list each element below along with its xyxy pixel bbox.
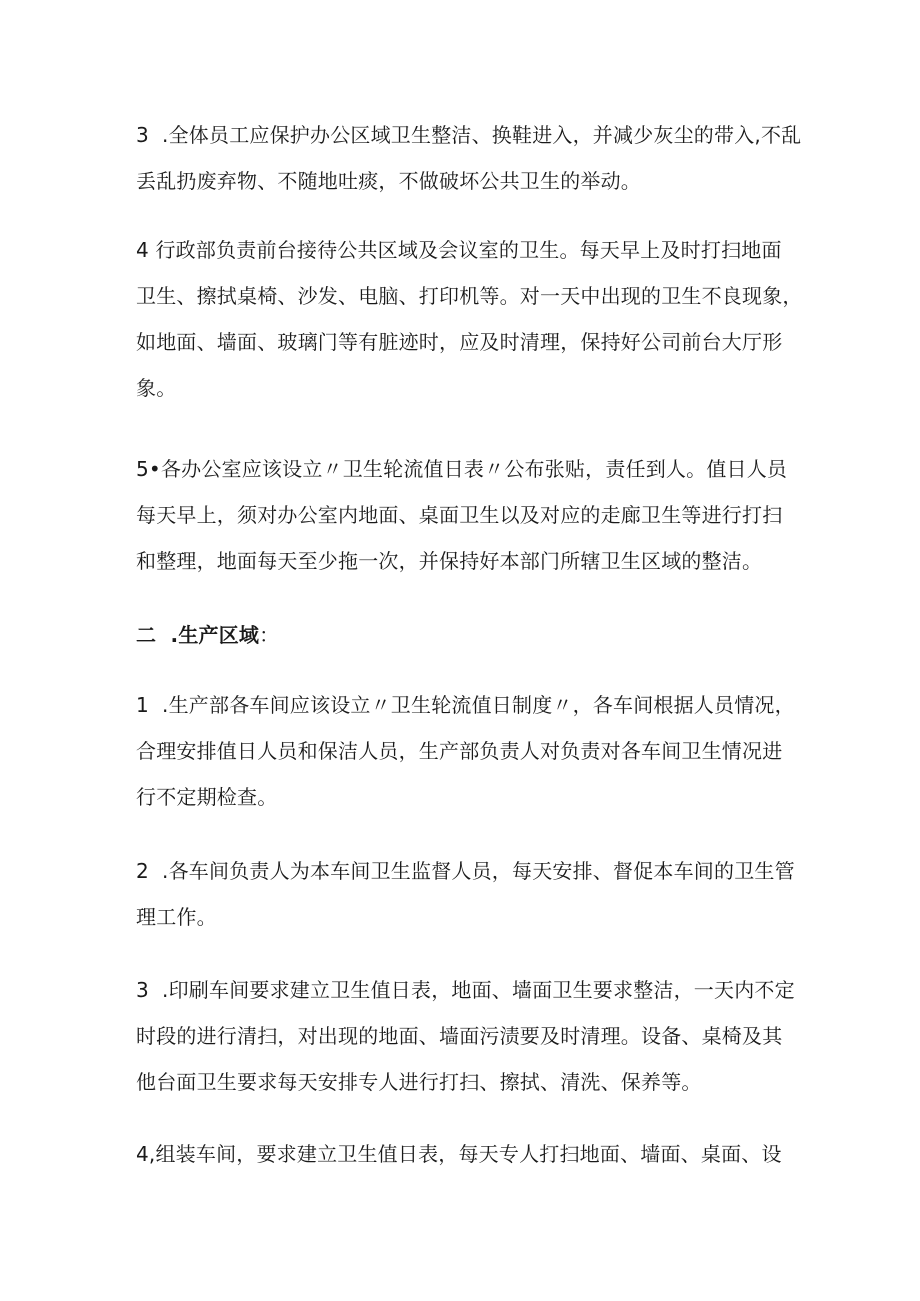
paragraph-line: 1 .生产部各车间应该设立〃卫生轮流值日制度〃，各车间根据人员情况， bbox=[136, 693, 795, 717]
paragraph-line: 理工作。 bbox=[136, 905, 217, 929]
paragraph-line: 卫生、擦拭桌椅、沙发、电脑、打印机等。对一天中出现的卫生不良现象， bbox=[136, 284, 803, 308]
paragraph-line: 时段的进行清扫，对出现的地面、墙面污渍要及时清理。设备、桌椅及其 bbox=[136, 1024, 783, 1048]
paragraph-line: 象。 bbox=[136, 376, 177, 400]
paragraph-line: 3 .全体员工应保护办公区域卫生整洁、换鞋进入，并减少灰尘的带入,不乱 bbox=[136, 123, 802, 147]
paragraph-line: 2 .各车间负责人为本车间卫生监督人员，每天安排、督促本车间的卫生管 bbox=[136, 859, 795, 883]
paragraph-line: 5•各办公室应该设立〃卫生轮流值日表〃公布张贴，责任到人。值日人员 bbox=[136, 457, 788, 481]
paragraph-line: 合理安排值日人员和保洁人员，生产部负责人对负责对各车间卫生情况进 bbox=[136, 739, 783, 763]
paragraph-office-3 bbox=[136, 112, 802, 204]
paragraph-line: 每天早上，须对办公室内地面、桌面卫生以及对应的走廊卫生等进行打扫 bbox=[136, 503, 783, 527]
section-heading-line bbox=[136, 612, 796, 658]
paragraph-production-2 bbox=[136, 848, 796, 940]
section-heading-production bbox=[136, 612, 796, 658]
section-heading-text: 二 .生产区域 bbox=[136, 623, 260, 647]
paragraph-line: 4 行政部负责前台接待公共区域及会议室的卫生。每天早上及时打扫地面 bbox=[136, 238, 782, 262]
paragraph-production-3 bbox=[136, 967, 796, 1105]
paragraph-line: 4,组装车间，要求建立卫生值日表，每天专人打扫地面、墙面、桌面、设 bbox=[136, 1142, 782, 1166]
section-heading-colon: ： bbox=[259, 623, 280, 647]
paragraph-line: 他台面卫生要求每天安排专人进行打扫、擦拭、清洗、保养等。 bbox=[136, 1070, 702, 1094]
paragraph-production-1 bbox=[136, 682, 796, 820]
paragraph-line: 如地面、墙面、玻璃门等有脏迹时，应及时清理，保持好公司前台大厅形 bbox=[136, 330, 783, 354]
paragraph-line: 和整理，地面每天至少拖一次，并保持好本部门所辖卫生区域的整洁。 bbox=[136, 549, 763, 573]
paragraph-line: 行不定期检查。 bbox=[136, 785, 278, 809]
paragraph-office-5 bbox=[136, 446, 796, 584]
paragraph-line: 丢乱扔废弃物、不随地吐痰，不做破坏公共卫生的举动。 bbox=[136, 169, 641, 193]
paragraph-line: 3 .印刷车间要求建立卫生值日表，地面、墙面卫生要求整洁，一天内不定 bbox=[136, 978, 795, 1002]
paragraph-production-4 bbox=[136, 1131, 796, 1177]
paragraph-office-4 bbox=[136, 227, 803, 411]
